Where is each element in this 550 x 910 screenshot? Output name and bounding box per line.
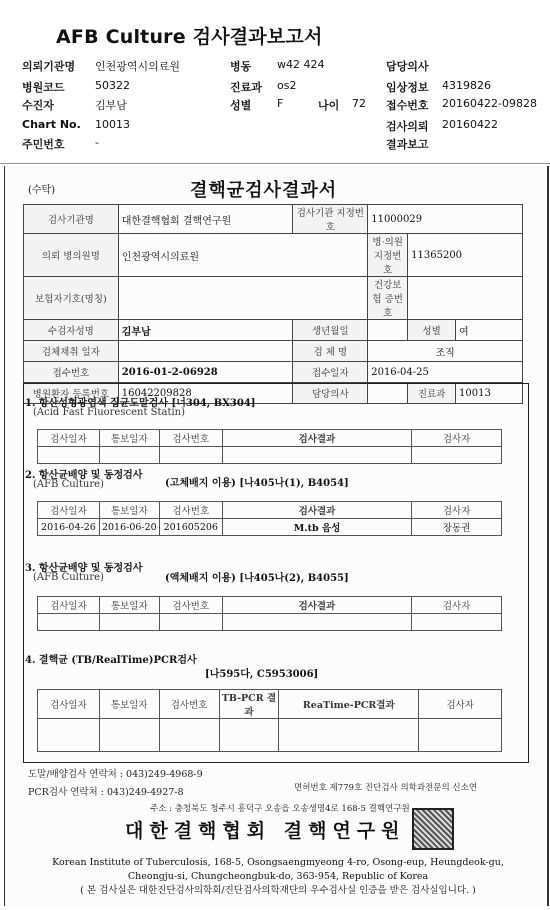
footer-tel-pcr: PCR검사 연락처 : 043)249-4927-8	[28, 787, 184, 798]
s4-cell	[38, 719, 100, 752]
report-title: AFB Culture 검사결과보고서	[56, 26, 323, 48]
name-label: 수검자성명	[24, 320, 119, 341]
s2-result: M.tb 음성	[222, 519, 411, 536]
s4-title: 4. 결핵균 (TB/RealTime)PCR검사	[25, 655, 197, 666]
dob-value	[368, 320, 408, 341]
s4-col-5: 검사자	[419, 690, 502, 719]
s2-test-date: 2016-04-26	[38, 519, 100, 536]
hdr-right-3-val: 20160422	[442, 118, 498, 131]
s2-examiner: 장동권	[412, 519, 502, 536]
s4-col-0: 검사일자	[38, 690, 100, 719]
hdr-mid-2: 성별	[230, 99, 252, 112]
s1-col-2: 검사번호	[159, 430, 222, 447]
hdr-left-0: 의뢰기관명	[22, 60, 76, 73]
hdr-mid-0-val: w42 424	[277, 58, 325, 71]
name-value: 김부남	[118, 320, 293, 341]
hosp-value: 인천광역시의료원	[118, 234, 367, 277]
s3-sub: (AFB Culture)	[33, 572, 104, 583]
s1-cell	[222, 447, 412, 464]
patient-info-table	[23, 204, 523, 404]
recv-no-value: 2016-01-2-06928	[118, 362, 293, 383]
hdr-right-1: 임상정보	[386, 81, 429, 94]
institute-name: 대한결핵협회 결핵연구원	[125, 820, 406, 842]
sex-label: 성별	[408, 320, 456, 341]
hdr-left-4-val: -	[95, 136, 99, 149]
hdr-age-label: 나이	[318, 99, 340, 112]
s1-col-3: 검사결과	[222, 430, 412, 447]
s2-col-1: 통보일자	[99, 502, 159, 519]
s1-col-4: 검사자	[412, 430, 502, 447]
s3-cell	[222, 614, 412, 631]
s1-cell	[38, 447, 100, 464]
header-divider	[0, 163, 550, 164]
hdr-left-1: 병원코드	[22, 81, 65, 94]
hdr-left-1-val: 50322	[95, 79, 130, 92]
s3-cell	[159, 614, 222, 631]
s2-title: 2. 항산균배양 및 동정검사	[25, 470, 143, 481]
hdr-left-3-val: 10013	[95, 118, 130, 131]
s3-cell	[412, 614, 502, 631]
s1-col-0: 검사일자	[38, 430, 100, 447]
collect-value	[118, 341, 293, 362]
hdr-mid-1: 진료과	[230, 81, 262, 94]
specimen-value: 조직	[368, 341, 523, 362]
hdr-mid-2-val: F	[277, 97, 284, 110]
report-heading: 결핵균검사결과서	[190, 180, 338, 201]
s4-cell	[279, 719, 419, 752]
hdr-left-2: 수진자	[22, 99, 54, 112]
s2-test-no: 201605206	[159, 519, 222, 536]
s1-table	[37, 429, 502, 464]
s1-title: 1. 항산성형광염색 집균도말검사 [너304, BX304]	[25, 398, 256, 409]
dept-value: 10013	[456, 383, 523, 404]
s3-cell	[99, 614, 159, 631]
s4-cell	[99, 719, 159, 752]
hosp-no-label: 병·의원 지정번호	[368, 234, 408, 277]
report-tag: (수탁)	[28, 185, 56, 196]
hdr-right-1-val: 4319826	[442, 79, 491, 92]
insure-cert-label: 건강보험 증번호	[368, 277, 408, 320]
s2-table	[37, 501, 502, 536]
lab-label: 검사기관명	[24, 205, 119, 234]
specimen-label: 검 체 명	[293, 341, 368, 362]
s1-cell	[412, 447, 502, 464]
s2-report-date: 2016-06-20	[99, 519, 159, 536]
hdr-left-2-val: 김부남	[95, 99, 127, 112]
official-seal	[412, 808, 454, 850]
insure-cert-value	[408, 277, 523, 320]
hdr-right-3: 검사의뢰	[386, 120, 429, 133]
s2-note: (고체배지 이용) [나405나(1), B4054]	[165, 478, 349, 489]
s4-col-2: 검사번호	[159, 690, 219, 719]
hdr-right-2: 접수번호	[386, 99, 429, 112]
hdr-mid-0: 병동	[230, 60, 252, 73]
s4-col-3: TB-PCR 결과	[219, 690, 279, 719]
s4-cell	[159, 719, 219, 752]
doctor-label: 담당의사	[293, 383, 368, 404]
s3-col-2: 검사번호	[159, 597, 222, 614]
hdr-mid-1-val: os2	[277, 79, 297, 92]
s1-cell	[99, 447, 159, 464]
recv-date-label: 접수일자	[293, 362, 368, 383]
s2-col-4: 검사자	[412, 502, 502, 519]
s3-col-1: 통보일자	[99, 597, 159, 614]
s4-col-1: 통보일자	[99, 690, 159, 719]
footer-license: 면허번호 제779호 진단검사 의학과전문의 신소연	[294, 783, 478, 793]
hdr-left-3: Chart No.	[22, 118, 81, 131]
hosp-label: 의뢰 병의원명	[24, 234, 119, 277]
s3-col-3: 검사결과	[222, 597, 412, 614]
hdr-right-0: 담당의사	[386, 60, 429, 73]
s2-col-3: 검사결과	[222, 502, 411, 519]
hdr-left-0-val: 인천광역시의료원	[95, 60, 181, 73]
sex-value: 여	[456, 320, 523, 341]
hdr-right-2-val: 20160422-09828	[442, 97, 537, 110]
insure-label: 보험자기호(명칭)	[24, 277, 119, 320]
s1-cell	[159, 447, 222, 464]
hdr-left-4: 주민번호	[22, 138, 65, 151]
s4-cell	[219, 719, 279, 752]
s4-cell	[419, 719, 502, 752]
reg-value: 16042209828	[118, 383, 293, 404]
hdr-age-value: 72	[352, 97, 366, 110]
reg-label: 병원환자 등록번호	[24, 383, 119, 404]
footer-tel-culture: 도말/배양검사 연락처 : 043)249-4968-9	[28, 769, 203, 780]
lab-value: 대한결핵협회 결핵연구원	[118, 205, 293, 234]
s3-cell	[38, 614, 100, 631]
footer-address-en: Korean Institute of Tuberculosis, 168-5, Osongsaengmyeong 4-ro, Osong-eup, Heungdeok-gu, Cheongju-si, Chungcheongbuk-do, 363-954, Republic of Korea ( 본 검사실은 대한진단검사의학회/진단검사의학재단의 우수검사실 인증을 받은 검사실입니다. )	[52, 857, 504, 896]
footer-address: 주소 : 충청북도 청주시 흥덕구 오송읍 오송생명4로 168-5 결핵연구원	[150, 804, 410, 814]
s1-sub: (Acid Fast Fluorescent Statin)	[33, 407, 186, 418]
s3-note: (액체배지 이용) [나405나(2), B4055]	[165, 573, 349, 584]
s1-col-1: 통보일자	[99, 430, 159, 447]
s4-table	[37, 689, 502, 752]
insure-value	[118, 277, 367, 320]
lab-no-label: 검사기관 지정번호	[293, 205, 368, 234]
s2-sub: (AFB Culture)	[33, 479, 104, 490]
recv-date-value: 2016-04-25	[368, 362, 523, 383]
s3-col-4: 검사자	[412, 597, 502, 614]
hosp-no-value: 11365200	[408, 234, 523, 277]
s4-note: [나595다, C5953006]	[205, 669, 319, 680]
s3-col-0: 검사일자	[38, 597, 100, 614]
collect-label: 검체채취 일자	[24, 341, 119, 362]
s3-title: 3. 항산균배양 및 동정검사	[25, 563, 143, 574]
recv-no-label: 접수번호	[24, 362, 119, 383]
lab-no-value: 11000029	[368, 205, 523, 234]
s2-col-2: 검사번호	[159, 502, 222, 519]
dob-label: 생년월일	[293, 320, 368, 341]
dept-label: 진료과	[408, 383, 456, 404]
s3-table	[37, 596, 502, 631]
s4-col-4: ReaTime-PCR결과	[279, 690, 419, 719]
hdr-right-4: 결과보고	[386, 138, 429, 151]
s2-col-0: 검사일자	[38, 502, 100, 519]
